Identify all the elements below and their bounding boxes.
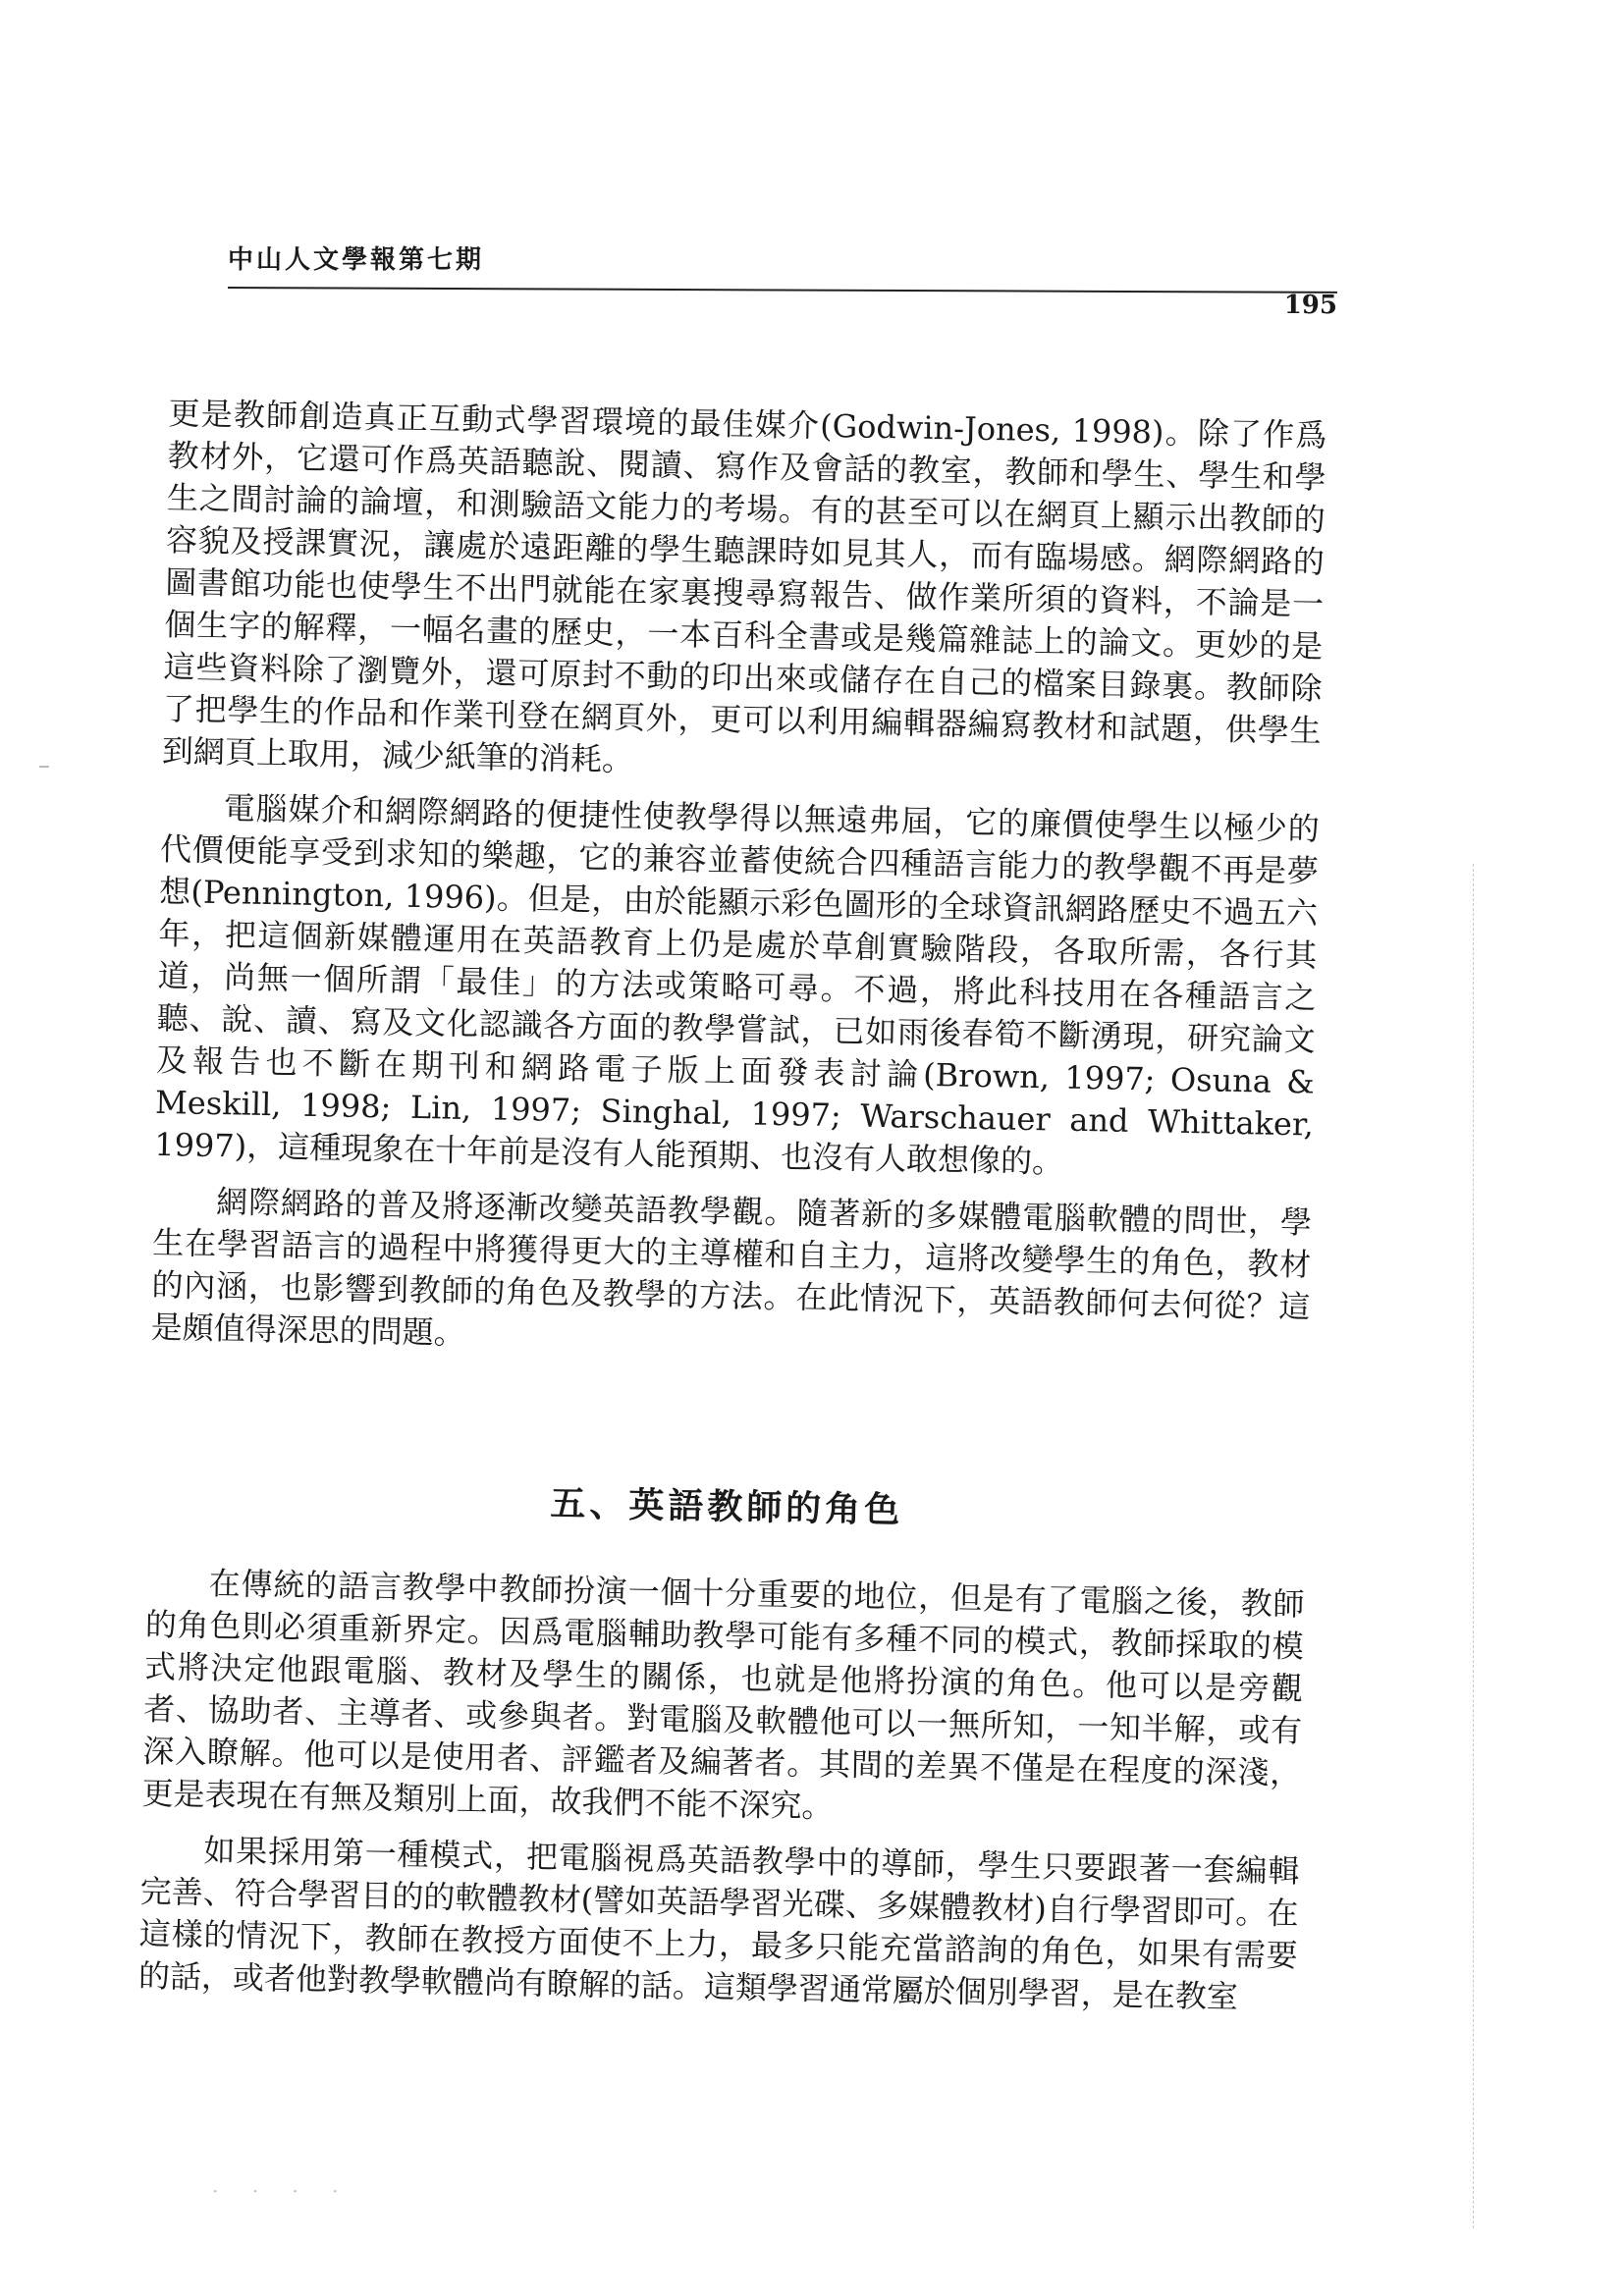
scan-artifact: · · · · xyxy=(212,2179,352,2203)
body-paragraph-3: 網際網路的普及將逐漸改變英語教學觀。隨著新的多媒體電腦軟體的問世，學生在學習語言的過程中將獲得更大的主導權和自主力，這將改變學生的角色，教材的內涵，也影響到教師的角色及教學的方法。在此情況下，英語教師何去何從？這是頗值得深思的問題。 xyxy=(150,1183,1313,1352)
body-paragraph-1: 更是教師創造真正互動式學習環境的最佳媒介(Godwin-Jones, 1998)。除了作爲教材外，它還可作爲英語聽說、閱讀、寫作及會話的教室，教師和學生、學生和學生之間討論的論壇，和測驗語文能力的考場。有的甚至可以在網頁上顯示出教師的容貌及授課實況，讓處於遠距離的學生聽課時如見其人，而有臨場感。網際網路的圖書館功能也使學生不出門就能在家裏搜尋寫報告、做作業所須的資料，不論是一個生字的解釋，一幅名畫的歷史，一本百科全書或是幾篇雜誌上的論文。更妙的是這些資料除了瀏覽外，還可原封不動的印出來或儲存在自己的檔案目錄裏。教師除了把學生的作品和作業刊登在網頁外，更可以利用編輯器編寫教材和試題，供學生到網頁上取用，減少紙筆的消耗。 xyxy=(161,394,1327,779)
scan-mark xyxy=(39,766,49,768)
section-paragraph-1: 在傳統的語言教學中教師扮演一個十分重要的地位，但是有了電腦之後，教師的角色則必須重新界定。因爲電腦輔助教學可能有多種不同的模式，教師採取的模式將決定他跟電腦、教材及學生的關係，也就是他將扮演的角色。他可以是旁觀者、協助者、主導者、或參與者。對電腦及軟體他可以一無所知，一知半解，或有深入瞭解。他可以是使用者、評鑑者及編著者。其間的差異不僅是在程度的深淺，更是表現在有無及類別上面，故我們不能不深究。 xyxy=(141,1565,1305,1826)
scan-edge-line xyxy=(1473,864,1474,2228)
journal-title: 中山人文學報第七期 xyxy=(228,245,485,275)
header-rule xyxy=(228,287,1337,294)
page-number: 195 xyxy=(1283,291,1337,320)
page-body xyxy=(138,393,1327,2019)
section-heading: 五、英語教師的角色 xyxy=(549,1482,904,1531)
section-paragraph-2: 如果採用第一種模式，把電腦視爲英語教學中的導師，學生只要跟著一套編輯完善、符合學習目的的軟體教材(譬如英語學習光碟、多媒體教材)自行學習即可。在這樣的情況下，教師在教授方面使不上力，最多只能充當諮詢的角色，如果有需要的話，或者他對教學軟體尚有瞭解的話。這類學習通常屬於個別學習，是在教室 xyxy=(137,1831,1300,2016)
body-paragraph-2: 電腦媒介和網際網路的便捷性使教學得以無遠弗屆，它的廉價使學生以極少的代價便能享受到求知的樂趣，它的兼容並蓄使統合四種語言能力的教學觀不再是夢想(Pennington, 1996)。但是，由於能顯示彩色圖形的全球資訊網路歷史不過五六年，把這個新媒體運用在英語教育上仍是處於草創實驗階段，各取所需，各行其道，尚無一個所謂「最佳」的方法或策略可尋。不過，將此科技用在各種語言之聽、說、讀、寫及文化認識各方面的教學嘗試，已如雨後春筍不斷湧現，研究論文及報告也不斷在期刊和網路電子版上面發表討論(Brown, 1997; Osuna & Meskill, 1998; Lin, 1997; Singhal, 1997; Warschauer and Whittaker, 1997)，這種現象在十年前是沒有人能預期、也沒有人敢想像的。 xyxy=(153,789,1321,1181)
